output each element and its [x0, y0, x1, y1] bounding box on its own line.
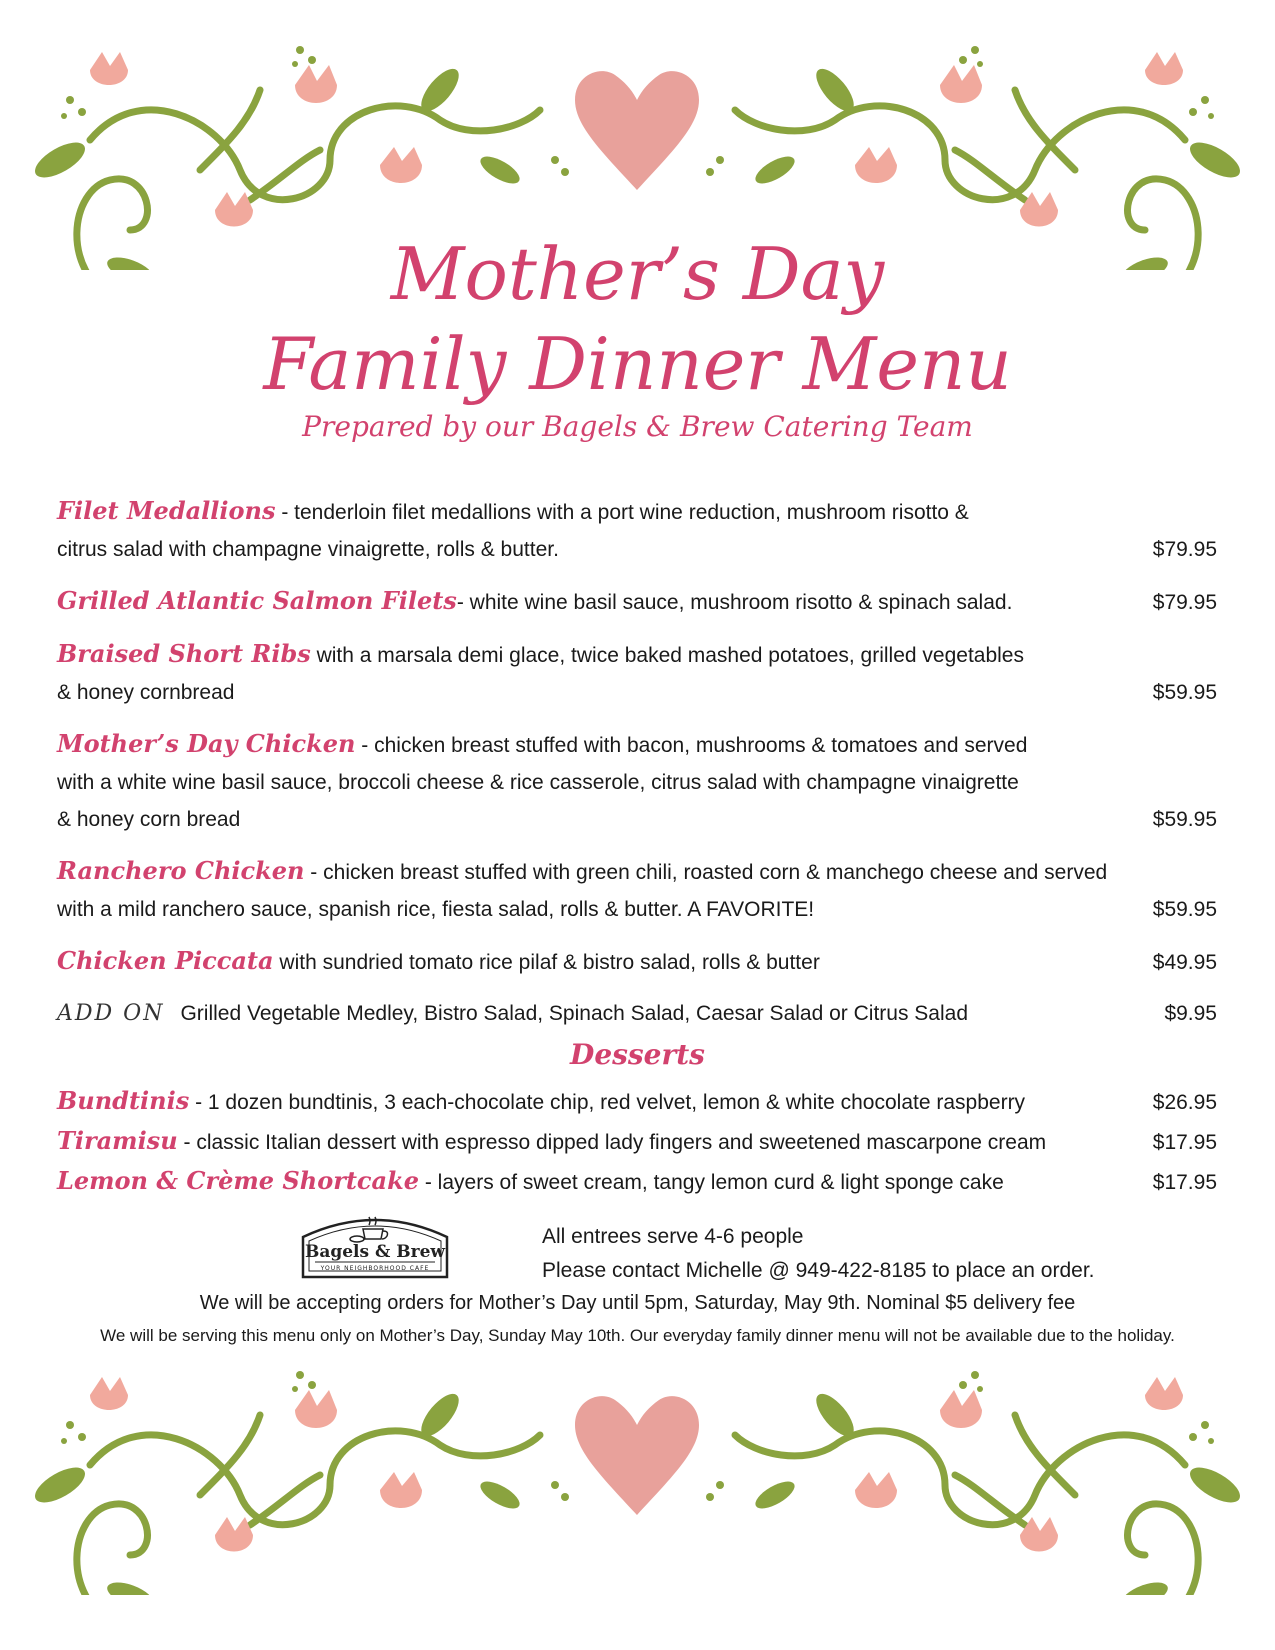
entree-item: Mother’s Day Chicken - chicken breast stuffed with bacon, mushrooms & tomatoes and served with a white wine basil sauce, broccoli cheese & rice casserole, citrus salad with champagne vinaigrette & honey corn bread $59.95: [57, 725, 1217, 838]
entree-price: $59.95: [1152, 681, 1217, 704]
addon-item: [57, 995, 1217, 1032]
entree-item: Grilled Atlantic Salmon Filets- white wine basil sauce, mushroom risotto & spinach salad. $79.95: [57, 582, 1217, 621]
dessert-description: layers of sweet cream, tangy lemon curd & light sponge cake: [437, 1171, 1004, 1194]
entree-description: tenderloin filet medallions with a port wine reduction, mushroom risotto &: [294, 501, 969, 524]
entree-name: Grilled Atlantic Salmon Filets: [57, 586, 457, 615]
entree-price: $79.95: [1152, 538, 1217, 561]
entree-item: Filet Medallions - tenderloin filet medallions with a port wine reduction, mushroom risotto & citrus salad with champagne vinaigrette, rolls & butter. $79.95: [57, 492, 1217, 568]
entree-description: chicken breast stuffed with green chili, roasted corn & manchego cheese and served: [323, 861, 1108, 884]
bottom-floral-vine-decoration: [0, 1355, 1275, 1595]
entree-item: [57, 942, 1217, 981]
dessert-list: [57, 1082, 1217, 1202]
bagels-brew-logo: [295, 1207, 455, 1281]
menu-subtitle: Prepared by our Bagels & Brew Catering Team: [302, 410, 973, 443]
entree-description: citrus salad with champagne vinaigrette, rolls & butter.: [57, 538, 559, 561]
menu-title-line2: Family Dinner Menu: [263, 322, 1012, 406]
entree-description: with a white wine basil sauce, broccoli cheese & rice casserole, citrus salad with champagne vinaigrette: [57, 771, 1019, 794]
dessert-name: Lemon & Crème Shortcake: [57, 1166, 419, 1195]
addon-price: $9.95: [1164, 1002, 1217, 1025]
entree-description: chicken breast stuffed with bacon, mushrooms & tomatoes and served: [374, 734, 1028, 757]
entree-item: [57, 635, 1217, 711]
entree-description: with sundried tomato rice pilaf & bistro salad, rolls & butter: [279, 951, 820, 974]
bottom-heart-icon: [575, 1396, 699, 1515]
entree-description: with a marsala demi glace, twice baked mashed potatoes, grilled vegetables: [316, 644, 1024, 667]
dessert-name: Tiramisu: [57, 1126, 178, 1155]
dessert-item: Bundtinis - 1 dozen bundtinis, 3 each-chocolate chip, red velvet, lemon & white chocolate raspberry $26.95: [57, 1082, 1217, 1121]
entree-description: & honey corn bread: [57, 808, 241, 831]
entree-name: Mother’s Day Chicken: [57, 729, 356, 758]
entree-price: $49.95: [1152, 951, 1217, 974]
top-heart-icon: [575, 71, 699, 190]
entree-name: Ranchero Chicken: [57, 856, 305, 885]
entree-description: with a mild ranchero sauce, spanish rice, fiesta salad, rolls & butter. A FAVORITE!: [57, 898, 815, 921]
entree-description: & honey cornbread: [57, 681, 235, 704]
entree-price: $79.95: [1152, 591, 1217, 614]
dessert-price: $26.95: [1152, 1091, 1217, 1114]
logo-tagline-text: YOUR NEIGHBORHOOD CAFE: [320, 1265, 430, 1272]
entree-name: Chicken Piccata: [57, 946, 274, 975]
addon-label: ADD ON: [57, 1001, 165, 1026]
entree-price: $59.95: [1152, 898, 1217, 921]
entree-name: Braised Short Ribs: [57, 639, 311, 668]
dessert-description: classic Italian dessert with espresso dipped lady fingers and sweetened mascarpone cream: [196, 1131, 1047, 1154]
addon-description: Grilled Vegetable Medley, Bistro Salad, Spinach Salad, Caesar Salad or Citrus Salad: [180, 1002, 968, 1025]
entree-item: Ranchero Chicken - chicken breast stuffed with green chili, roasted corn & manchego cheese and served with a mild ranchero sauce, spanish rice, fiesta salad, rolls & butter. A FAVORITE! $59.95: [57, 852, 1217, 928]
desserts-heading: Desserts: [570, 1038, 705, 1071]
logo-brand-text: Bagels & Brew: [304, 1242, 446, 1262]
entree-price: $59.95: [1152, 808, 1217, 831]
dessert-item: Lemon & Crème Shortcake - layers of sweet cream, tangy lemon curd & light sponge cake $17.95: [57, 1162, 1217, 1201]
entree-list: [57, 492, 1217, 1046]
contact-note: Please contact Michelle @ 949-422-8185 to place an order.: [542, 1259, 1095, 1282]
order-deadline-note: We will be accepting orders for Mother’s Day until 5pm, Saturday, May 9th. Nominal $5 delivery fee: [199, 1292, 1076, 1314]
menu-title-line1: Mother’s Day: [390, 232, 885, 316]
dessert-name: Bundtinis: [57, 1086, 190, 1115]
serving-day-note: We will be serving this menu only on Mother’s Day, Sunday May 10th. Our everyday family dinner menu will not be available due to the holiday.: [100, 1326, 1175, 1345]
dessert-description: 1 dozen bundtinis, 3 each-chocolate chip, red velvet, lemon & white chocolate raspberry: [207, 1091, 1026, 1114]
dessert-price: $17.95: [1152, 1171, 1217, 1194]
dessert-price: $17.95: [1152, 1131, 1217, 1154]
serving-size-note: All entrees serve 4-6 people: [542, 1225, 804, 1248]
entree-name: Filet Medallions: [57, 496, 276, 525]
entree-description: white wine basil sauce, mushroom risotto & spinach salad.: [469, 591, 1013, 614]
dessert-item: Tiramisu - classic Italian dessert with espresso dipped lady fingers and sweetened mascarpone cream $17.95: [57, 1122, 1217, 1161]
